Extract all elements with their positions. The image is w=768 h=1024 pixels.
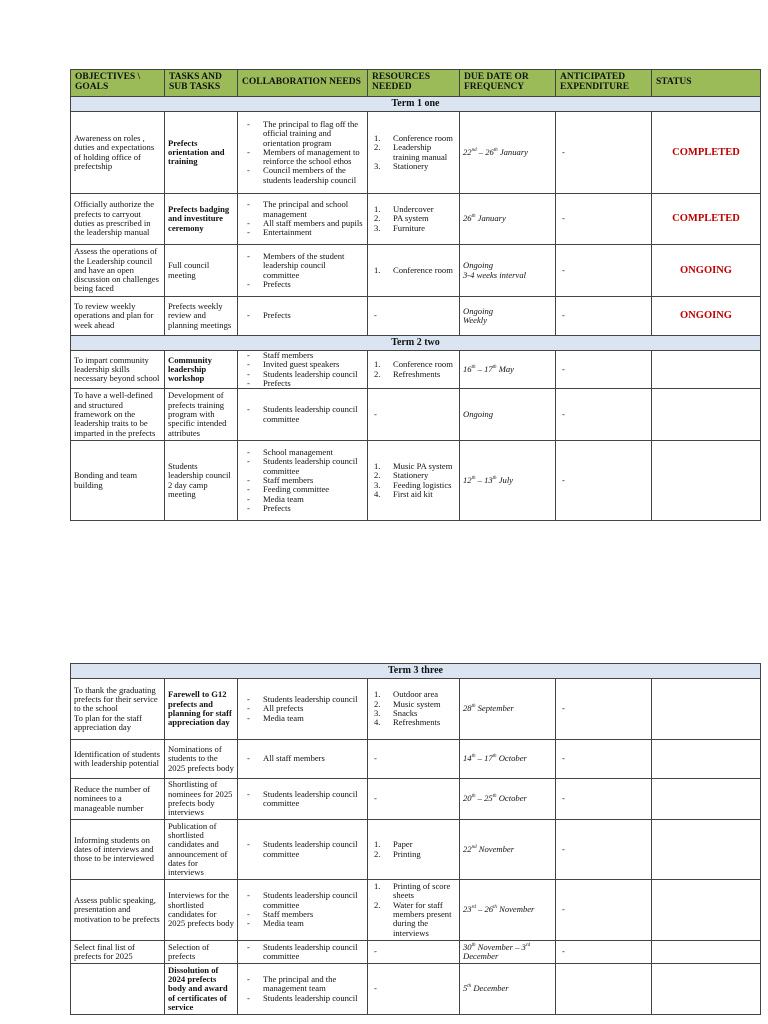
header-due-date: DUE DATE OR FREQUENCY [460,70,556,97]
due-date-part: 22 [463,146,472,157]
due-date-part: 26 [463,213,472,224]
resources-cell [368,441,460,521]
collaboration-item: - The principal and the management team [241,975,364,994]
task-cell: Interviews for the shortlisted candidates for 2025 prefects body [165,880,238,941]
due-date-part: th [492,365,497,371]
resources-item: 3. Snacks [374,708,418,718]
task-cell: Students leadership council 2 day camp meeting [165,441,238,521]
status-cell [652,880,761,941]
expenditure-cell: - [556,779,652,820]
task-cell: Shortlisting of nominees for 2025 prefects body interviews [165,779,238,820]
resources-item-text: Paper [393,839,413,850]
resources-item: 2. Water for staff members present during the interviews [374,899,452,938]
collaboration-cell [238,779,368,820]
due-date-part: November [476,843,515,854]
due-date-part: 20 [463,793,472,804]
collaboration-item: - Feeding committee [241,485,364,494]
header-tasks: TASKS AND SUB TASKS [165,70,238,97]
due-date-cell [460,964,556,1015]
collaboration-item: - Staff members [241,910,364,919]
resources-item-text: Outdoor area [393,689,439,700]
header-row [71,70,761,97]
collaboration-item: - The principal and school management [241,200,364,219]
objective-cell: Informing students on dates of interviews and those to be interviewed [71,820,165,880]
task-cell: Development of prefects training program with specific intended attributes [165,389,238,441]
due-date-part: – 17 [475,363,493,374]
table-row [71,245,761,297]
due-date-part: th [471,754,476,760]
table-row [71,351,761,389]
expenditure-cell: - [556,441,652,521]
collaboration-item: - All prefects [241,704,364,713]
term2-title: Term 2 two [71,336,761,351]
resources-item: 2. Music system [374,698,441,709]
due-date-part: th [493,905,497,911]
due-date-part: th [471,214,476,220]
due-date-part: December [471,983,509,994]
due-date-cell [460,441,556,521]
due-date-part: October [496,793,527,804]
resources-item-text: Snacks [393,708,418,718]
due-date-part: nd [471,148,477,153]
objective-cell: To impart community leadership skills necessary beyond school [71,351,165,389]
objective-cell: To have a well-defined and structured framework on the leadership traits to be imparted in the prefects [71,389,165,441]
due-date-part: December [463,951,499,961]
due-date-part: th [492,754,497,760]
collaboration-item: - Prefects [241,280,364,289]
resources-item-text: Furniture [393,222,425,233]
table-row [71,964,761,1015]
collaboration-cell [238,679,368,740]
collaboration-item: - Invited guest speakers [241,360,364,369]
status-cell [652,679,761,740]
collaboration-item: - Media team [241,495,364,504]
resources-item-text: Conference room [393,132,453,143]
resources-item-text: Undercover [393,204,434,215]
collaboration-item: - Media team [241,714,364,723]
task-cell: Selection of prefects [165,941,238,964]
resources-cell [368,820,460,880]
expenditure-cell: - [556,245,652,297]
collaboration-list [241,405,364,424]
due-date-part: November [496,904,535,915]
term3-title: Term 3 three [71,664,761,679]
resources-item: 1. Printing of score sheets [374,881,451,901]
collaboration-item: - Members of the student leadership council committee [241,252,364,280]
collaboration-cell [238,351,368,389]
collaboration-item: - Students leadership council [241,695,364,704]
resources-item: 1. Undercover [374,204,434,215]
objective-cell: Select final list of prefects for 2025 [71,941,165,964]
due-date-cell [460,351,556,389]
task-cell: Prefects weekly review and planning meetings [165,297,238,336]
collaboration-list [241,891,364,928]
resources-list [371,360,456,379]
resources-list [371,205,456,233]
resources-cell [368,679,460,740]
collaboration-item: - Students leadership council [241,994,364,1003]
collaboration-item: - Students leadership council committee [241,943,364,962]
objective-cell [71,964,165,1015]
header-expenditure: ANTICIPATED EXPENDITURE [556,70,652,97]
collaboration-item: - Media team [241,919,364,928]
due-date-line: Weekly [463,315,488,325]
expenditure-cell: - [556,820,652,880]
due-date-cell [460,389,556,441]
resources-item-text: PA system [393,213,429,224]
table-row [71,194,761,245]
expenditure-cell: - [556,194,652,245]
objective-cell: Identification of students with leadership potential [71,740,165,779]
due-date-part: 14 [463,753,472,764]
resources-item-text: Stationery [393,470,429,481]
due-date-part: September [475,703,514,714]
due-date-cell [460,245,556,297]
resources-list [371,266,456,275]
due-date-part: th [471,704,476,710]
resources-item: 3. Stationery [374,160,429,171]
table-row [71,880,761,941]
resources-list [371,690,456,727]
resources-item-text: Printing [393,848,421,859]
collaboration-item: - All staff members and pupils [241,219,364,228]
resources-item-text: Refreshments [393,717,441,728]
task-cell: Full council meeting [165,245,238,297]
due-date-part: 16 [463,363,472,374]
resources-cell: - [368,964,460,1015]
resources-item-text: Leadership training manual [393,142,448,162]
status-cell [652,740,761,779]
collaboration-cell [238,880,368,941]
due-date-part: th [467,984,472,990]
due-date-part: th [471,942,476,948]
status-cell [652,964,761,1015]
resources-item-text: Conference room [393,264,453,275]
resources-item: 1. Music PA system [374,461,453,472]
task-cell: Dissolution of 2024 prefects body and award of certificates of service [165,964,238,1015]
due-date-cell [460,820,556,880]
objective-cell: Officially authorize the prefects to carryout duties as prescribed in the leadership manual [71,194,165,245]
due-date-part: th [471,476,476,482]
collaboration-cell [238,820,368,880]
term3-title-row [71,664,761,679]
due-date-part: January [475,213,506,224]
due-date-part: – 25 [475,793,493,804]
collaboration-list [241,975,364,1003]
status-cell: COMPLETED [652,112,761,194]
resources-item: 2. Stationery [374,470,429,481]
due-date-part: – 17 [475,753,493,764]
due-date-part: 22 [463,843,472,854]
due-date-cell [460,779,556,820]
resources-cell [368,351,460,389]
due-date-part: October [496,753,527,764]
resources-item: 1. Paper [374,839,413,850]
collaboration-list [241,943,364,962]
table-row [71,112,761,194]
table-row [71,679,761,740]
due-date-part: 12 [463,474,472,485]
resources-item: 2. Printing [374,848,421,859]
due-date-part: 28 [463,703,472,714]
resources-cell [368,245,460,297]
term2-title-row [71,336,761,351]
due-date-part: th [492,794,497,800]
collaboration-cell [238,389,368,441]
due-date-part: th [492,476,497,482]
resources-item-text: Feeding logistics [393,479,452,490]
resources-cell: - [368,297,460,336]
objective-cell: Assess the operations of the Leadership council and have an open discussion on challenges being faced [71,245,165,297]
collaboration-item: - Students leadership council committee [241,891,364,910]
resources-item-text: Stationery [393,160,429,171]
resources-cell: - [368,740,460,779]
due-date-part: – 26 [476,146,494,157]
resources-cell [368,880,460,941]
due-date-cell [460,112,556,194]
due-date-part: nd [471,845,477,850]
collaboration-list [241,754,364,763]
resources-item-text: First aid kit [393,488,433,499]
collaboration-item: - Staff members [241,476,364,485]
collaboration-list [241,311,364,320]
due-date-cell [460,740,556,779]
expenditure-cell: - [556,679,652,740]
collaboration-cell [238,941,368,964]
status-cell [652,351,761,389]
expenditure-cell: - [556,880,652,941]
due-date-part: th [493,148,498,153]
due-date-part: rd [525,942,531,948]
resources-item-text: Water for staff members present during the interviews [393,899,452,938]
collaboration-cell [238,441,368,521]
resources-item: 3. Feeding logistics [374,479,452,490]
status-cell [652,779,761,820]
collaboration-cell [238,245,368,297]
collaboration-item: - Staff members [241,351,364,360]
plan-table-terms-1-2 [70,69,761,521]
collaboration-list [241,448,364,513]
status-cell [652,441,761,521]
status-cell [652,941,761,964]
collaboration-cell [238,194,368,245]
collaboration-item: - Students leadership council committee [241,790,364,809]
resources-list [371,882,456,938]
collaboration-item: - All staff members [241,754,364,763]
collaboration-item: - Students leadership council committee [241,457,364,476]
collaboration-list [241,252,364,289]
status-cell: COMPLETED [652,194,761,245]
status-cell [652,820,761,880]
collaboration-cell [238,740,368,779]
task-cell: Nominations of students to the 2025 prefects body [165,740,238,779]
due-date-part: January [497,146,528,157]
collaboration-item: - The principal to flag off the official training and orientation program [241,120,364,148]
resources-item-text: Music PA system [393,461,453,472]
collaboration-list [241,351,364,388]
due-date-part: 30 [463,941,472,952]
due-date-cell [460,679,556,740]
task-cell: Farewell to G12 prefects and planning for staff appreciation day [165,679,238,740]
expenditure-cell: - [556,389,652,441]
resources-item-text: Printing of score sheets [393,881,451,901]
collaboration-item: - School management [241,448,364,457]
task-cell: Prefects orientation and training [165,112,238,194]
objective-cell: Assess public speaking, presentation and motivation to be prefects [71,880,165,941]
table-row [71,297,761,336]
status-cell: ONGOING [652,297,761,336]
header-status: STATUS [652,70,761,97]
table-row [71,820,761,880]
table-row [71,441,761,521]
due-date-part: May [496,363,514,374]
task-cell: Community leadership workshop [165,351,238,389]
objective-cell: Awareness on roles , duties and expectations of holding office of prefectship [71,112,165,194]
due-date-line: Ongoing [463,408,494,419]
table-row [71,389,761,441]
collaboration-item: - Students leadership council committee [241,840,364,859]
resources-item: 3. Furniture [374,222,425,233]
due-date-line: Ongoing [463,305,494,316]
resources-cell [368,194,460,245]
resources-item: 4. Refreshments [374,717,441,728]
objective-cell: To review weekly operations and plan for week ahead [71,297,165,336]
objective-cell: Reduce the number of nominees to a manageable number [71,779,165,820]
resources-cell: - [368,941,460,964]
resources-item: 1. Conference room [374,264,453,275]
due-date-part: th [471,794,476,800]
collaboration-cell [238,112,368,194]
expenditure-cell: - [556,112,652,194]
expenditure-cell [556,964,652,1015]
status-cell: ONGOING [652,245,761,297]
header-resources: RESOURCES NEEDED [368,70,460,97]
resources-item-text: Refreshments [393,368,441,379]
collaboration-item: - Entertainment [241,228,364,237]
expenditure-cell: - [556,351,652,389]
resources-item: 2. PA system [374,213,429,224]
resources-item: 1. Conference room [374,132,453,143]
expenditure-cell: - [556,740,652,779]
resources-list [371,462,456,499]
term1-title-row [71,97,761,112]
due-date-cell [460,880,556,941]
collaboration-item: - Council members of the students leadership council [241,166,364,185]
due-date-part: 5 [463,983,468,994]
collaboration-item: - Members of management to reinforce the school ethos [241,148,364,167]
expenditure-cell: - [556,941,652,964]
resources-item: 2. Refreshments [374,368,441,379]
collaboration-item: - Students leadership council committee [241,405,364,424]
collaboration-list [241,840,364,859]
collaboration-list [241,790,364,809]
due-date-cell [460,194,556,245]
resources-item: 1. Conference room [374,359,453,370]
table-row [71,740,761,779]
task-cell: Prefects badging and investiture ceremony [165,194,238,245]
resources-item: 1. Outdoor area [374,689,439,700]
due-date-part: July [496,474,514,485]
status-cell [652,389,761,441]
collaboration-list [241,695,364,723]
resources-cell: - [368,779,460,820]
due-date-line: 3-4 weeks interval [463,269,527,280]
resources-item-text: Conference room [393,359,453,370]
resources-item-text: Music system [393,698,441,709]
due-date-part: – 13 [475,474,493,485]
due-date-part: 23 [463,904,472,915]
objective-cell: Bonding and team building [71,441,165,521]
resources-list [371,134,456,171]
collaboration-cell [238,964,368,1015]
due-date-line: Ongoing [463,260,494,271]
table-row [71,779,761,820]
resources-cell: - [368,389,460,441]
term1-title: Term 1 one [71,97,761,112]
due-date-cell [460,941,556,964]
resources-item: 2. Leadership training manual [374,142,448,162]
due-date-part: th [471,365,476,371]
due-date-part: rd [471,905,476,911]
collaboration-item: - Students leadership council [241,370,364,379]
resources-item: 4. First aid kit [374,488,433,499]
resources-list [371,840,456,859]
collaboration-item: - Prefects [241,504,364,513]
due-date-cell [460,297,556,336]
header-collaboration: COLLABORATION NEEDS [238,70,368,97]
expenditure-cell: - [556,297,652,336]
header-objectives: OBJECTIVES \ GOALS [71,70,165,97]
collaboration-list [241,200,364,237]
collaboration-cell [238,297,368,336]
objective-cell: To thank the graduating prefects for their service to the school To plan for the staff appreciation day [71,679,165,740]
resources-cell [368,112,460,194]
table-row [71,941,761,964]
plan-table-term-3 [70,663,761,1015]
collaboration-list [241,120,364,185]
collaboration-item: - Prefects [241,379,364,388]
due-date-part: – 26 [475,904,494,915]
collaboration-item: - Prefects [241,311,364,320]
due-date-part: November – 3 [475,941,526,952]
task-cell: Publication of shortlisted candidates and announcement of dates for interviews [165,820,238,880]
